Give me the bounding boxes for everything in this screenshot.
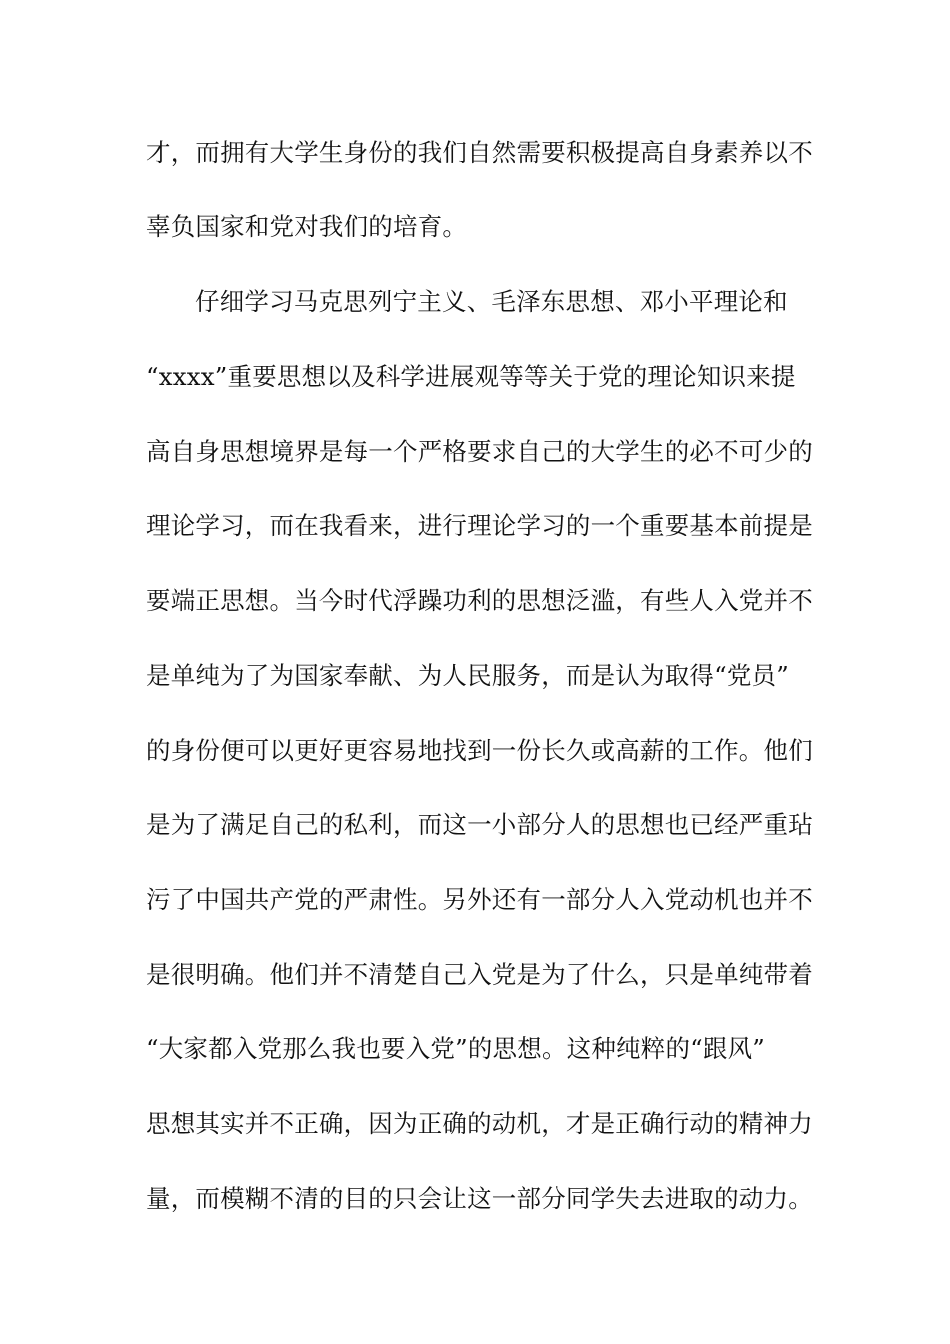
text-line: 要端正思想。当今时代浮躁功利的思想泛滥，有些人入党并不: [146, 586, 813, 615]
text-line: 量，而模糊不清的目的只会让这一部分同学失去进取的动力。: [146, 1184, 813, 1213]
text-line: 理论学习，而在我看来，进行理论学习的一个重要基本前提是: [146, 511, 813, 540]
text-line: 是很明确。他们并不清楚自己入党是为了什么，只是单纯带着: [146, 960, 813, 989]
text-line: 思想其实并不正确，因为正确的动机，才是正确行动的精神力: [146, 1109, 813, 1138]
text-line: 是为了满足自己的私利，而这一小部分人的思想也已经严重玷: [146, 810, 813, 839]
text-line: 是单纯为了为国家奉献、为人民服务，而是认为取得“党员”: [146, 661, 789, 690]
text-line: “大家都入党那么我也要入党”的思想。这种纯粹的“跟风”: [146, 1034, 765, 1063]
text-line: 高自身思想境界是每一个严格要求自己的大学生的必不可少的: [146, 437, 813, 466]
text-line: “xxxx”重要思想以及科学进展观等等关于党的理论知识来提: [146, 362, 796, 391]
text-line: 污了中国共产党的严肃性。另外还有一部分人入党动机也并不: [146, 885, 813, 914]
paragraph-first-line: 仔细学习马克思列宁主义、毛泽东思想、邓小平理论和: [195, 287, 788, 316]
text-line: 的身份便可以更好更容易地找到一份长久或高薪的工作。他们: [146, 736, 813, 765]
text-line: 才，而拥有大学生身份的我们自然需要积极提高自身素养以不: [146, 138, 813, 167]
text-line: 辜负国家和党对我们的培育。: [146, 212, 468, 241]
